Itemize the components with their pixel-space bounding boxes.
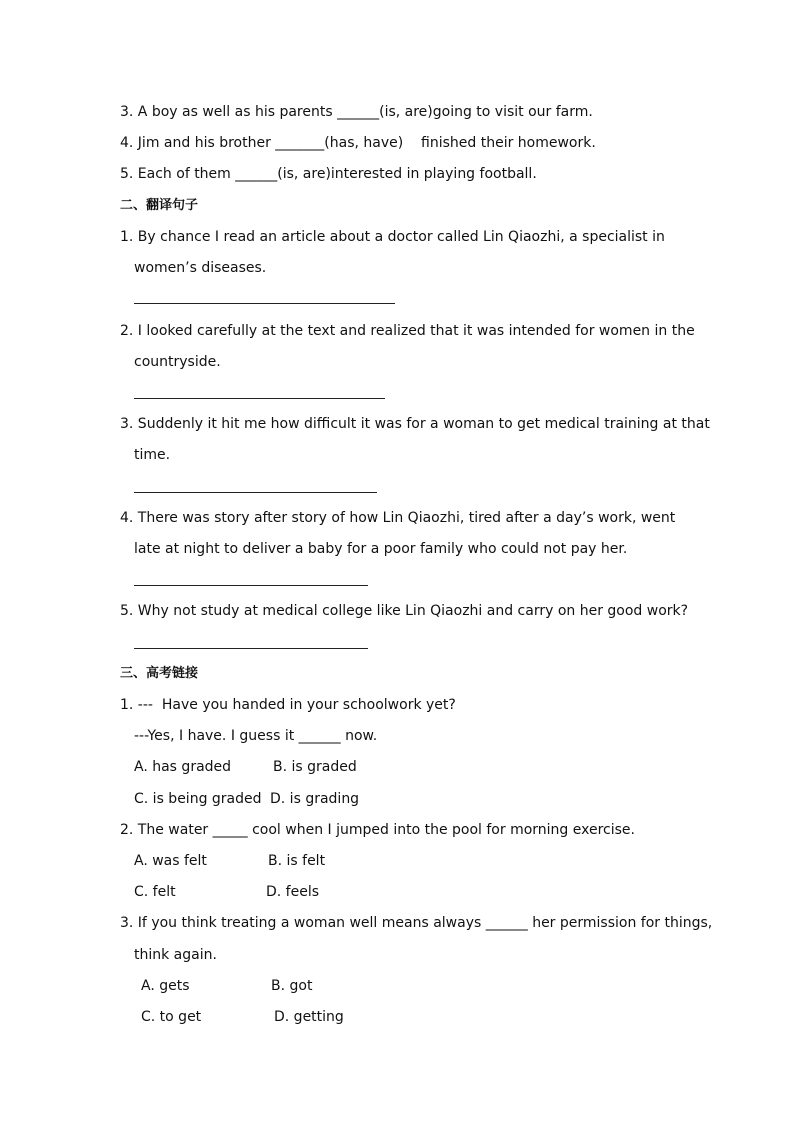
translate-item-5-line1: 5. Why not study at medical college like Lin Qiaozhi and carry on her good work? [120,603,689,619]
question-3: 3. A boy as well as his parents ______(is, are)going to visit our farm. [120,104,593,120]
mc-2-line1: 2. The water _____ cool when I jumped into the pool for morning exercise. [120,822,635,838]
mc-3-option-d[interactable]: D. getting [274,1009,344,1025]
question-5: 5. Each of them ______(is, are)interested in playing football. [120,166,537,182]
mc-3-option-a[interactable]: A. gets [141,978,190,994]
mc-1-option-b[interactable]: B. is graded [273,759,357,775]
mc-1-line2: ---Yes, I have. I guess it ______ now. [134,728,378,744]
mc-1-option-d[interactable]: D. is grading [270,791,360,807]
translate-item-3-line2: time. [134,447,171,463]
mc-2-option-a[interactable]: A. was felt [134,853,207,869]
translate-item-2-line2: countryside. [134,354,221,370]
answer-line-5[interactable] [134,648,368,649]
translate-item-4-line2: late at night to deliver a baby for a poor family who could not pay her. [134,541,628,557]
mc-1-line1: 1. --- Have you handed in your schoolwork yet? [120,697,456,713]
question-4: 4. Jim and his brother _______(has, have) finished their homework. [120,135,596,151]
mc-3-line1: 3. If you think treating a woman well means always ______ her permission for things, [120,915,713,931]
translate-item-1-line1: 1. By chance I read an article about a doctor called Lin Qiaozhi, a specialist in [120,229,665,245]
answer-line-1[interactable] [134,303,395,304]
mc-2-option-c[interactable]: C. felt [134,884,176,900]
section-heading-gaokao: 三、高考链接 [120,666,199,681]
mc-3-line2: think again. [134,947,217,963]
answer-line-4[interactable] [134,585,368,586]
translate-item-3-line1: 3. Suddenly it hit me how difficult it was for a woman to get medical training at that [120,416,710,432]
mc-2-option-d[interactable]: D. feels [266,884,320,900]
answer-line-3[interactable] [134,492,377,493]
section-heading-translate: 二、翻译句子 [120,198,199,213]
translate-item-2-line1: 2. I looked carefully at the text and realized that it was intended for women in the [120,323,695,339]
translate-item-4-line1: 4. There was story after story of how Lin Qiaozhi, tired after a day’s work, went [120,510,676,526]
mc-3-option-b[interactable]: B. got [271,978,313,994]
translate-item-1-line2: women’s diseases. [134,260,267,276]
answer-line-2[interactable] [134,398,385,399]
mc-1-option-a[interactable]: A. has graded [134,759,232,775]
mc-2-option-b[interactable]: B. is felt [268,853,326,869]
mc-3-option-c[interactable]: C. to get [141,1009,202,1025]
mc-1-option-c[interactable]: C. is being graded [134,791,262,807]
